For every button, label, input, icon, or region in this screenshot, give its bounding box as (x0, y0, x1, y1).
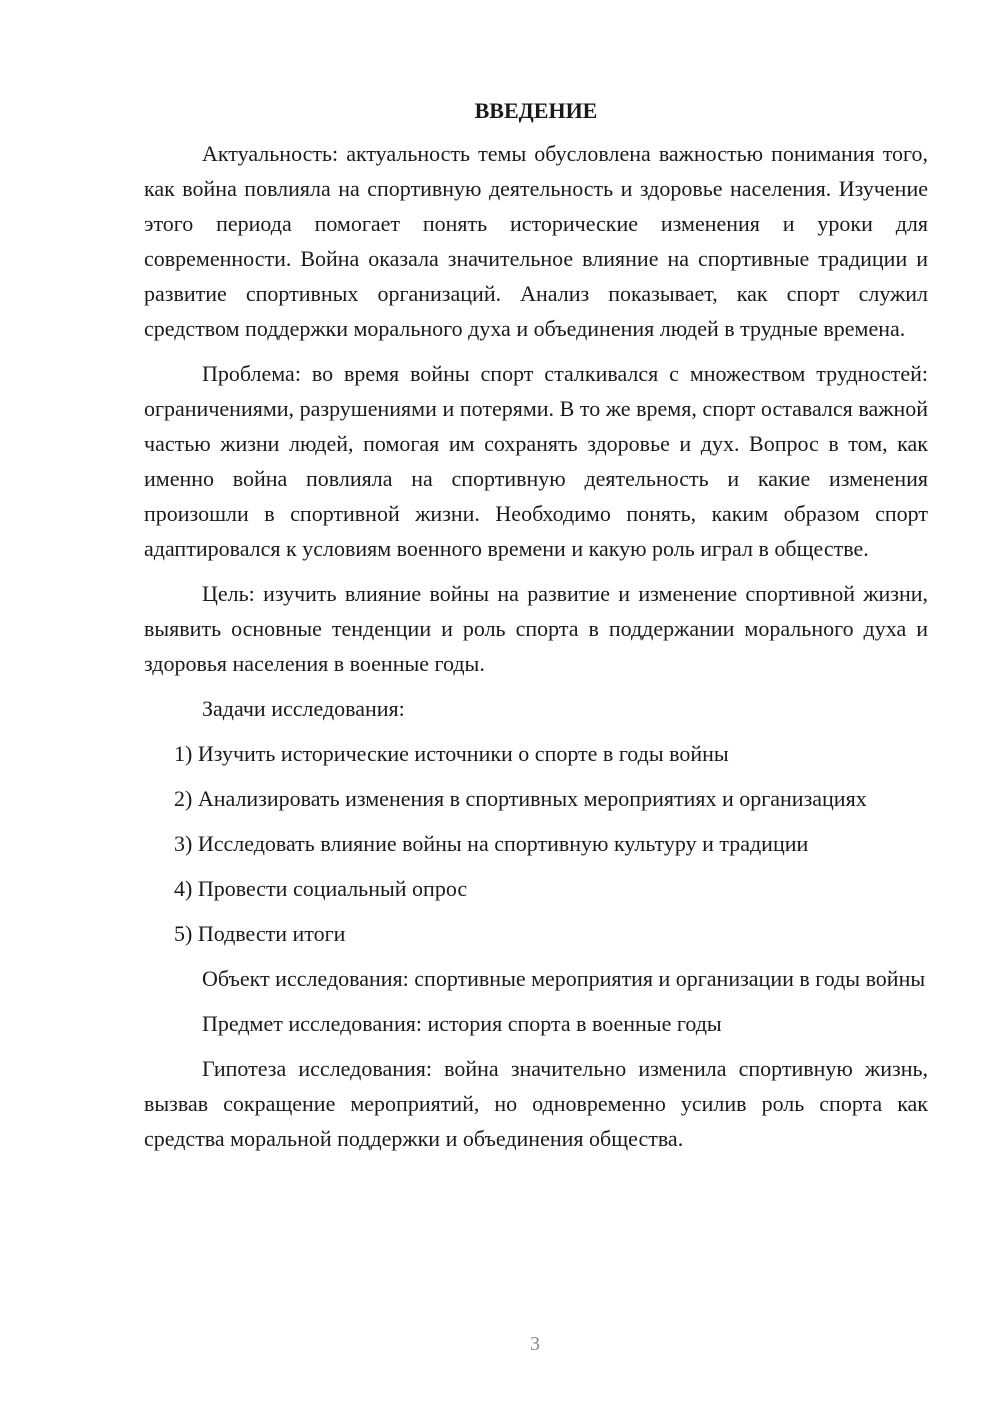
problem-paragraph: Проблема: во время войны спорт сталкивался с множеством трудностей: ограничениями, разрушениями и потерями. В то же время, спорт оставался важной частью жизни людей, помогая им сохранять здоровье и дух. Вопрос в том, как именно война повлияла на спортивную деятельность и какие изменения произошли в спортивной жизни. Необходимо понять, каким образом спорт адаптировался к условиям военного времени и какую роль играл в обществе. (144, 361, 928, 561)
subject-paragraph: Предмет исследования: история спорта в военные годы (202, 1011, 722, 1036)
document-page (144, 96, 928, 1166)
section-title: ВВЕДЕНИЕ (474, 98, 598, 123)
task-item-2: 2) Анализировать изменения в спортивных мероприятиях и организациях (174, 786, 867, 811)
page-number: 3 (530, 1333, 540, 1355)
task-item-5: 5) Подвести итоги (174, 921, 346, 946)
task-item-3: 3) Исследовать влияние войны на спортивную культуру и традиции (174, 831, 809, 856)
object-paragraph: Объект исследования: спортивные мероприятия и организации в годы войны (202, 966, 926, 991)
hypothesis-paragraph: Гипотеза исследования: война значительно изменила спортивную жизнь, вызвав сокращение мероприятий, но одновременно усилив роль спорта как средства моральной поддержки и объединения общества. (144, 1056, 928, 1151)
relevance-paragraph: Актуальность: актуальность темы обусловлена важностью понимания того, как война повлияла на спортивную деятельность и здоровье населения. Изучение этого периода помогает понять исторические изменения и уроки для современности. Война оказала значительное влияние на спортивные традиции и развитие спортивных организаций. Анализ показывает, как спорт служил средством поддержки морального духа и объединения людей в трудные времена. (144, 141, 928, 341)
task-item-1: 1) Изучить исторические источники о спорте в годы войны (174, 741, 729, 766)
task-item-4: 4) Провести социальный опрос (174, 876, 468, 901)
goal-paragraph: Цель: изучить влияние войны на развитие и изменение спортивной жизни, выявить основные тенденции и роль спорта в поддержании морального духа и здоровья населения в военные годы. (144, 581, 928, 676)
tasks-heading: Задачи исследования: (202, 696, 405, 721)
